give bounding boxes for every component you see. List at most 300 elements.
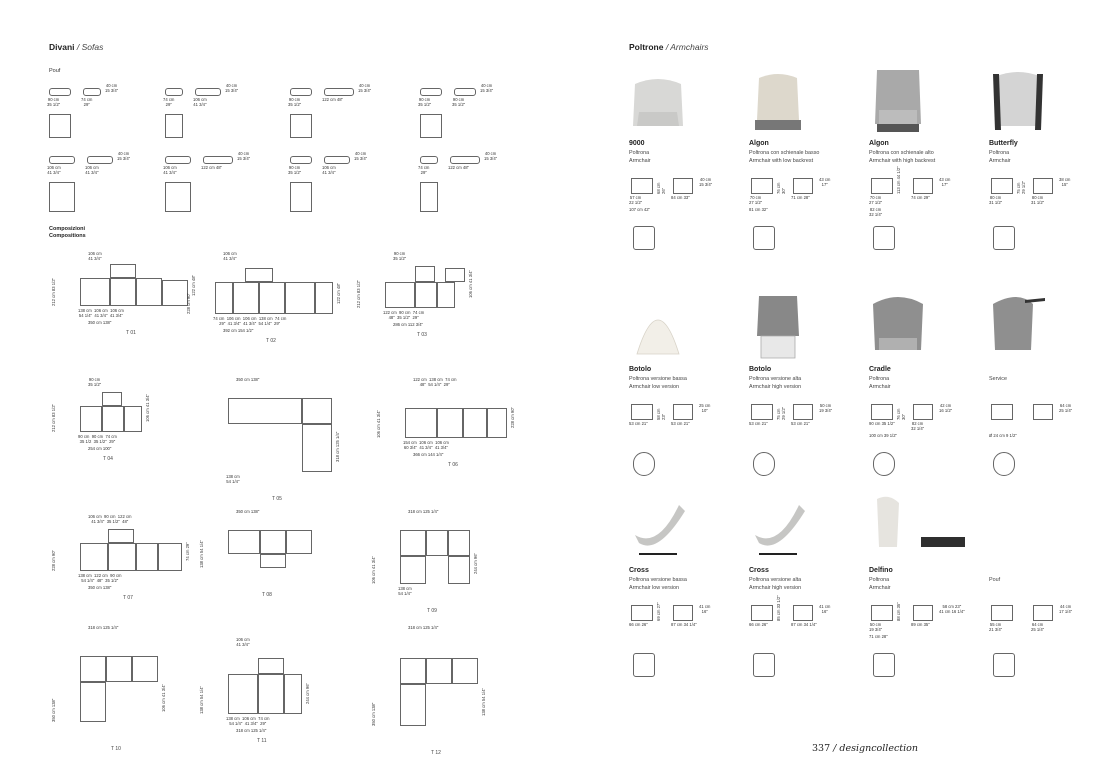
sofa-module (315, 282, 333, 314)
sofa-module (405, 408, 437, 438)
front-view-outline (751, 178, 773, 194)
composition-code: T 02 (266, 338, 276, 344)
depth-dim: 89 cm 35" (911, 622, 930, 627)
comp-top-dim: 318 cm 125 1/4" (408, 625, 439, 630)
composition-4 (51, 377, 150, 462)
plan-view-outline (873, 452, 895, 476)
overall-dim: 100 cm 39 1/2" (869, 433, 898, 438)
plan-view-outline (633, 226, 655, 250)
comp-bottom-dim: 138 cm 122 cm 90 cm 54 1/4" 48" 35 1/2" (78, 573, 122, 583)
pouf-front-view (49, 114, 71, 138)
pouf-front-view (420, 182, 438, 212)
armchair-description (749, 577, 801, 592)
comp-right-dim: 106 cm 41 3/4" (161, 683, 166, 712)
sofa-module (110, 264, 136, 278)
pouf-height-label: 40 cm 15 3/4" (354, 151, 368, 161)
composition-code: T 03 (417, 332, 427, 338)
plan-view-outline (993, 452, 1015, 476)
front-view-outline (751, 404, 773, 420)
comp-top-dim: 106 cm 41 3/4" (88, 251, 102, 261)
armchair-card-11 (869, 495, 979, 715)
sofa-module (463, 408, 487, 438)
armchair-desc-en: Armchair high version (749, 584, 802, 591)
plan-view-outline (753, 452, 775, 476)
sofa-module (259, 282, 285, 314)
sofa-module (110, 278, 136, 306)
armchair-card-12 (989, 495, 1097, 715)
comp-total-dim: 350 cm 138" (88, 585, 112, 590)
pouf-width-label: 106 cm 41 3/4" (322, 165, 336, 175)
pouf-width-label: 90 cm 35 1/2" (47, 97, 61, 107)
compositions-label-it: Composizioni (49, 226, 86, 232)
composition-5 (226, 377, 340, 502)
pouf-width-label: 122 cm 48" (201, 165, 223, 170)
plan-view-outline (993, 226, 1015, 250)
pouf-front-view (49, 182, 75, 212)
comp-top-dim: 350 cm 138" (236, 509, 260, 514)
pouf-front-view (420, 114, 442, 138)
armchair-desc-it: Poltrona (869, 577, 890, 583)
depth-dim: 64 cm 25 1/4" (1031, 622, 1045, 632)
armchair-photo (869, 68, 927, 134)
total-height-dim: 75 cm 29 1/2" (776, 406, 786, 420)
comp-top-dim: 350 cm 138" (236, 377, 260, 382)
comp-right-dim: 318 cm 125 1/4" (335, 431, 340, 462)
comp-total-dim: 254 cm 100" (88, 446, 112, 451)
sofa-module (132, 656, 158, 682)
sofa-module (426, 530, 448, 556)
sofa-module (448, 556, 470, 584)
total-height-dim: 69 cm 27" (656, 602, 661, 621)
comp-top-dim: 106 cm 41 3/4" (223, 251, 237, 261)
pouf-top-view (49, 156, 75, 164)
comp-bottom-dim: 138 cm 54 1/4" (398, 586, 412, 596)
comp-side-dim: 228 cm 90" (51, 549, 56, 571)
composition-code: T 10 (111, 746, 121, 752)
pouf-width-label: 90 cm 35 1/2" (288, 165, 302, 175)
total-height-dim: 113 cm 44 1/2" (896, 166, 901, 194)
comp-side-dim: 106 cm 41 3/4" (371, 555, 376, 584)
armchair-card-8 (989, 290, 1097, 510)
pouf-height-label: 40 cm 15 3/4" (225, 83, 239, 93)
front-view-outline (871, 178, 893, 194)
comp-side-dim: 212 cm 83 1/2" (51, 277, 56, 306)
total-height-dim: 76 cm 30" (776, 182, 786, 194)
armchair-name: Botolo (749, 366, 772, 373)
pouf-height-label: 40 cm 15 3/4" (105, 83, 119, 93)
comp-right-dim: 122 cm 48" (336, 282, 341, 304)
side-view-outline (1033, 178, 1053, 194)
sofa-module (400, 684, 426, 726)
comp-right-dim: 106 cm 41 3/4" (145, 393, 150, 422)
composition-10 (51, 625, 166, 752)
armchair-name: Cross (749, 567, 769, 574)
comp-top-dim: 90 cm 35 1/2" (393, 251, 407, 261)
sofa-module (80, 406, 102, 432)
comp-top-dim: 90 cm 35 1/2" (88, 377, 102, 387)
armchair-desc-it: Poltrona con schienale basso (749, 150, 820, 156)
armchair-card-4 (989, 68, 1097, 288)
brand-name: / designcollection (833, 743, 918, 754)
comp-side-dim: 138 cm 54 1/4" (199, 539, 204, 568)
pouf-width-label: 74 cm 29" (81, 97, 93, 107)
comp-side-dim: 228 cm 90" (186, 292, 191, 314)
sofa-module (108, 543, 136, 571)
compositions-label (49, 226, 86, 240)
armchair-desc-en: Armchair (869, 584, 891, 591)
comp-right-dim: 74 cm 29" (185, 542, 190, 561)
page-number: 337 (812, 743, 831, 754)
comp-bottom-dim: 138 cm 54 1/4" (226, 474, 240, 484)
armchair-photo (629, 68, 687, 134)
pouf-width-label: 90 cm 35 1/2" (288, 97, 302, 107)
pouf-front-view (290, 114, 312, 138)
comp-total-dim: 286 cm 112 3/4" (393, 322, 424, 327)
width-dim: 90 cm 35 1/2" (869, 421, 895, 426)
pouf-width-label: 122 cm 48" (448, 165, 470, 170)
comp-side-dim: 350 cm 138" (371, 702, 376, 726)
sofas-title-en: / Sofas (76, 42, 104, 52)
front-view-outline (991, 178, 1013, 194)
sofa-module (102, 406, 124, 432)
comp-bottom-dim: 138 cm 106 cm 74 cm 54 1/4" 41 3/4" 29" (226, 716, 270, 726)
overall-dim: 81 cm 32" (749, 207, 768, 212)
armchair-description (869, 577, 891, 592)
pouf-top-view (450, 156, 480, 164)
sofa-module (158, 543, 182, 571)
seat-height-dim: 41 cm 16" (819, 604, 831, 614)
armchair-description (869, 150, 935, 165)
sofa-module (437, 408, 463, 438)
plan-view-outline (633, 452, 655, 476)
armchair-desc-en: Armchair (629, 157, 651, 164)
total-height-dim: 76 cm 30" (896, 408, 906, 420)
sofa-module (286, 530, 312, 554)
pouf-top-view (290, 156, 312, 164)
total-height-dim: 68 cm 26" (656, 182, 666, 194)
sofa-module (260, 530, 286, 554)
pouf-top-view (324, 156, 350, 164)
seat-height-dim: 25 cm 10" (699, 403, 711, 413)
armchair-card-6 (749, 290, 859, 510)
sofa-module (228, 530, 260, 554)
seat-height-dim: 44 cm 17 1/4" (1059, 604, 1073, 614)
comp-bottom-dim: 90 cm 90 cm 74 cm 35 1/2 35 1/2" 29" (78, 434, 117, 444)
pouf-height-label: 40 cm 15 3/4" (358, 83, 372, 93)
armchair-desc-it: Poltrona (869, 376, 890, 382)
seat-height-dim: 50 cm 19 3/4" (819, 403, 833, 413)
composition-code: T 06 (448, 462, 458, 468)
composition-code: T 01 (126, 330, 136, 336)
seat-height-dim: 38 cm 15" (1059, 177, 1071, 187)
sofa-module (415, 266, 435, 282)
pouf-top-view (420, 156, 438, 164)
armchair-card-2 (749, 68, 859, 288)
comp-bottom-dim: 154 cm 106 cm 106 cm 60 3/4" 41 3/4" 41 3/4" (403, 440, 449, 450)
armchair-name: Butterfly (989, 140, 1018, 147)
pouf-label: Pouf (49, 68, 61, 74)
armchair-name: 9000 (629, 140, 645, 147)
comp-total-dim: 366 cm 144 1/4" (413, 452, 444, 457)
pouf-width-label: 90 cm 35 1/2" (418, 97, 432, 107)
pouf-top-view (165, 88, 183, 96)
compositions-label-en: Compositions (49, 233, 86, 240)
depth-dim: 87 cm 34 1/4" (671, 622, 697, 627)
sofa-module (106, 656, 132, 682)
width-dim: 70 cm 27 1/2" (749, 195, 763, 205)
plan-view-outline (753, 653, 775, 677)
total-height-dim: 58 cm 23" (656, 408, 666, 420)
armchair-name: Delfino (869, 567, 893, 574)
composition-code: T 07 (123, 595, 133, 601)
armchair-description (629, 376, 687, 391)
pouf-front-view (290, 182, 312, 212)
pouf-top-view (290, 88, 312, 96)
armchair-card-3 (869, 68, 979, 288)
width-dim: 53 cm 21" (629, 421, 648, 426)
width-dim: 66 cm 26" (749, 622, 768, 627)
width-dim: 55 cm 21 3/4" (989, 622, 1003, 632)
armchairs-title (629, 42, 709, 52)
armchair-name: Algon (869, 140, 889, 147)
seat-height-dim: 64 cm 25 1/4" (1059, 403, 1073, 413)
pouf-top-view (83, 88, 101, 96)
sofa-module (80, 543, 108, 571)
sofas-title-it: Divani (49, 42, 75, 52)
armchair-photo (629, 495, 687, 561)
pouf-top-view (165, 156, 191, 164)
front-view-outline (991, 605, 1013, 621)
overall-dim: 71 cm 28" (869, 634, 888, 639)
comp-side-dim: 212 cm 83 1/2" (51, 403, 56, 432)
depth-dim: 84 cm 33" (671, 195, 690, 200)
pouf-width-label: 106 cm 41 3/4" (163, 165, 177, 175)
pouf-height-label: 40 cm 15 3/4" (484, 151, 498, 161)
depth-dim: 71 cm 28" (791, 195, 810, 200)
seat-height-dim: 42 cm 16 1/2" (939, 403, 953, 413)
armchair-description (629, 150, 651, 165)
armchair-name: Botolo (629, 366, 652, 373)
sofa-module (452, 658, 478, 684)
sofa-module (400, 658, 426, 684)
plan-view-outline (873, 226, 895, 250)
sofa-module (80, 278, 110, 306)
comp-right-dim: 106 cm 41 3/4" (468, 269, 473, 298)
depth-dim: 87 cm 34 1/4" (791, 622, 817, 627)
comp-top-dim: 106 cm 41 3/4" (236, 637, 250, 647)
plan-view-outline (633, 653, 655, 677)
comp-bottom-dim: 122 cm 90 cm 74 cm 48" 35 1/2" 29" (383, 310, 425, 320)
overall-dim: 107 cm 42" (629, 207, 651, 212)
pouf-width-label: 74 cm 29" (418, 165, 430, 175)
armchair-desc-it: Poltrona con schienale alto (869, 150, 934, 156)
plan-view-outline (873, 653, 895, 677)
front-view-outline (751, 605, 773, 621)
comp-total-dim: 350 cm 138" (88, 320, 112, 325)
depth-dim: 82 cm 32 1/4" (911, 421, 925, 431)
width-dim: 53 cm 21" (749, 421, 768, 426)
sofa-module (136, 543, 158, 571)
armchair-photo (989, 68, 1047, 134)
side-view-outline (793, 605, 813, 621)
composition-11 (199, 637, 310, 744)
sofa-module (136, 278, 162, 306)
front-view-outline (631, 605, 653, 621)
side-view-outline (1033, 404, 1053, 420)
seat-height-dim: 43 cm 17" (819, 177, 831, 187)
pouf-width-label: 106 cm 41 3/4" (85, 165, 99, 175)
armchair-description (629, 577, 687, 592)
armchair-card-10 (749, 495, 859, 715)
armchair-card-9 (629, 495, 739, 715)
armchair-description (869, 376, 891, 391)
composition-3 (356, 251, 473, 338)
armchair-description (749, 376, 801, 391)
sofa-module (102, 392, 122, 406)
armchair-name: Algon (749, 140, 769, 147)
comp-right-dim: 244 cm 96" (473, 552, 478, 574)
armchair-photo (749, 290, 807, 360)
comp-bottom-dim: 138 cm 106 cm 106 cm 54 1/4" 41 3/4" 41 3/4" (78, 308, 124, 318)
pouf-width-label: 90 cm 35 1/2" (452, 97, 466, 107)
depth-dim: 74 cm 29" (911, 195, 930, 200)
armchair-desc-it: Poltrona (989, 150, 1010, 156)
armchair-desc-en: Armchair low version (629, 383, 680, 390)
comp-top-dim: 122 cm 138 cm 74 cm 48" 54 1/4" 29" (413, 377, 457, 387)
width-dim: 50 cm 19 3/4" (869, 622, 883, 632)
pouf-width-label: 122 cm 48" (322, 97, 344, 102)
armchair-desc-it: Poltrona versione bassa (629, 577, 687, 583)
pouf-top-view (324, 88, 354, 96)
front-view-outline (991, 404, 1013, 420)
plan-view-outline (753, 226, 775, 250)
armchair-desc-it: Poltrona (629, 150, 650, 156)
composition-6 (376, 377, 515, 468)
composition-8 (199, 509, 272, 598)
sofa-module (448, 530, 470, 556)
pouf-height-label: 40 cm 15 3/4" (480, 83, 494, 93)
overall-dim: Ø 24 cm 9 1/2" (989, 433, 1017, 438)
sofa-module (302, 398, 332, 424)
sofa-module (258, 674, 284, 714)
sofa-module (302, 424, 332, 472)
armchair-desc-it: Poltrona versione alta (749, 577, 802, 583)
pouf-top-view (87, 156, 113, 164)
seat-height-dim: 43 cm 17" (939, 177, 951, 187)
side-view-outline (793, 178, 813, 194)
depth-dim: 80 cm 31 1/2" (1031, 195, 1045, 205)
armchairs-title-it: Poltrone (629, 42, 664, 52)
comp-side-dim: 350 cm 138" (51, 698, 56, 722)
side-view-outline (673, 404, 693, 420)
armchair-card-5 (629, 290, 739, 510)
armchair-desc-en: Armchair low version (629, 584, 680, 591)
composition-code: T 12 (431, 750, 441, 756)
sofa-module (124, 406, 142, 432)
side-view-outline (793, 404, 813, 420)
armchair-photo (749, 495, 807, 561)
armchair-photo (869, 495, 969, 561)
armchair-description (989, 376, 1007, 384)
side-view-outline (1033, 605, 1053, 621)
armchair-description (989, 150, 1011, 165)
armchair-desc-it: Pouf (989, 577, 1001, 583)
side-view-outline (913, 605, 933, 621)
sofa-module (80, 656, 106, 682)
sofa-module (228, 674, 258, 714)
width-dim: 66 cm 26" (629, 622, 648, 627)
front-view-outline (871, 404, 893, 420)
comp-top-dim: 318 cm 125 1/4" (408, 509, 439, 514)
pouf-width-label: 106 cm 41 3/4" (47, 165, 61, 175)
sofa-module (284, 674, 302, 714)
sofa-module (415, 282, 437, 308)
composition-7 (51, 514, 190, 601)
armchair-card-7 (869, 290, 979, 510)
sofa-module (285, 282, 315, 314)
armchair-card-1 (629, 68, 739, 288)
composition-2 (186, 251, 341, 344)
composition-code: T 04 (103, 456, 113, 462)
armchair-desc-it: Service (989, 376, 1007, 382)
comp-side-dim: 138 cm 54 1/4" (199, 685, 204, 714)
sofas-title (49, 42, 103, 52)
composition-code: T 11 (257, 738, 267, 744)
pouf-front-view (165, 114, 183, 138)
sofa-module (228, 398, 302, 424)
front-view-outline (631, 404, 653, 420)
total-height-dim: 85 cm 33 1/2" (776, 595, 781, 621)
armchair-desc-en: Armchair (989, 157, 1011, 164)
sofa-module (445, 268, 465, 282)
pouf-top-view (454, 88, 476, 96)
armchair-desc-en: Armchair high version (749, 383, 802, 390)
comp-side-dim: 212 cm 83 1/2" (356, 279, 361, 308)
width-dim: 57 cm 22 1/2" (629, 195, 643, 205)
composition-code: T 09 (427, 608, 437, 614)
sofa-module (385, 282, 415, 308)
armchair-name: Cradle (869, 366, 891, 373)
depth-dim: 53 cm 21" (671, 421, 690, 426)
sofa-module (215, 282, 233, 314)
armchair-desc-en: Armchair (869, 383, 891, 390)
overall-dim: 82 cm 32 1/4" (869, 207, 883, 217)
side-view-outline (913, 404, 933, 420)
pouf-top-view (203, 156, 233, 164)
armchair-photo (869, 290, 927, 360)
comp-total-dim: 318 cm 125 1/4" (236, 728, 267, 733)
composition-code: T 05 (272, 496, 282, 502)
front-view-outline (631, 178, 653, 194)
pouf-height-label: 40 cm 15 3/4" (237, 151, 251, 161)
comp-top-dim: 106 cm 90 cm 122 cm 41 3/4" 35 1/2" 48" (88, 514, 132, 524)
side-view-outline (673, 605, 693, 621)
comp-right-dim: 244 cm 96" (305, 682, 310, 704)
pouf-width-label: 74 cm 29" (163, 97, 175, 107)
sofa-module (487, 408, 507, 438)
armchair-photo (989, 290, 1047, 360)
pouf-top-view (49, 88, 71, 96)
sofa-module (260, 554, 286, 568)
pouf-width-label: 106 cm 41 3/4" (193, 97, 207, 107)
sofa-module (437, 282, 455, 308)
armchair-desc-it: Poltrona versione bassa (629, 376, 687, 382)
comp-top-dim: 318 cm 125 1/4" (88, 625, 119, 630)
sofa-module (233, 282, 259, 314)
comp-right-dim: 122 cm 48" (191, 274, 196, 296)
side-view-outline (673, 178, 693, 194)
armchair-desc-en: Armchair with high backrest (869, 157, 936, 164)
